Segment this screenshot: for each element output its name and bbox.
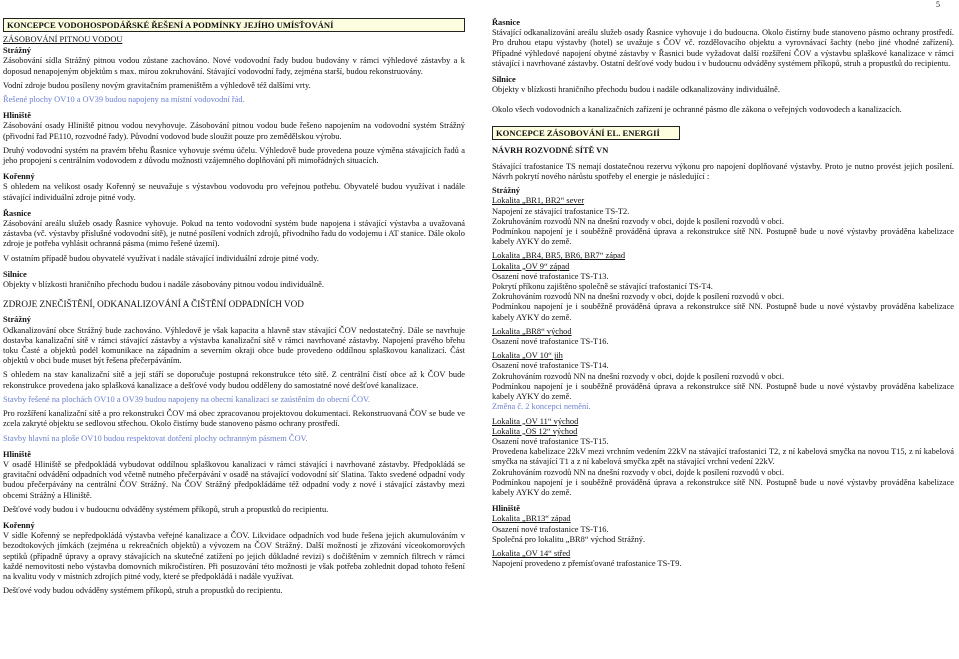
paragraph: Dešťové vody budou odváděny systémem příkopů, struh a propustků do recipientu. <box>3 586 283 596</box>
paragraph: Provedena kabelizace 22kV mezi vrchním vedením 22kV na stávající trafostanici T2, z ní kabelová smyčka na novou T15, z ní kabelová smyčka na stávající T1 a z ní kabelová smyčka zpět na stávající vrchní vedení 22kV. <box>492 447 954 467</box>
paragraph: Zásobování osady Hliniště pitnou vodou nevyhovuje. Zásobování pitnou vodou bude řešeno napojením na vodovodní systém Strážný (přivodní řad PE110, rozvodné řady). Původní vodovod bude sloužit pouze pro zemědělskou výrobu. <box>3 121 465 141</box>
paragraph: Podmínkou napojení je i souběžně prováděná úprava a rekonstrukce sítě NN. Postupně bude u nové výstavby prováděna kabelizace kabely AYKY do země. <box>492 477 954 497</box>
paragraph: V sídle Kořenný se nepředpokládá výstavba veřejné kanalizace a ČOV. Likvidace odpadních vod bude řešena jejich akumulováním v bezodtokových jímkách (zejména u rekreačních objektů) a vývozem na ČOV Strážný. Další možností je zřizování víceokomorových septiků (případně úpravy a opravy stávajících na skutečné zatížení po jejich důkladné revizi) s dočištěním v zemních filtrech v rámci každé nemovitosti nebo výstavba domovních mikročistíren. Při posuzování této možnosti je však potřeba zohlednit dopad tohoto řešení na kvalitu vody v místních zdrojích pitné vody, které se předpokládá i nadále využívat. <box>3 531 465 581</box>
text-line: Pokrytí příkonu zajištěno společně se stávající trafostanicí TS-T4. <box>492 282 713 292</box>
paragraph: S ohledem na velikost osady Kořenný se neuvažuje s výstavbou vodovodu pro veřejnou potřebu. Obyvatelé budou využívat i nadále stávající individuální zdroje pitné vody. <box>3 182 465 202</box>
paragraph: Podmínkou napojení je i souběžně prováděná úprava a rekonstrukce sítě NN. Postupně bude u nové výstavby prováděna kabelizace kabely AYKY do země. <box>492 381 954 402</box>
paragraph: Objekty v blízkosti hraničního přechodu budou i nadále zásobovány pitnou vodou individuálně. <box>3 280 324 290</box>
strazny-waste-heading: Strážný <box>3 315 31 325</box>
silnice-waste-heading: Silnice <box>492 75 516 85</box>
locality-heading: Lokalita „OV 9“ západ <box>492 261 570 271</box>
text-line: Společná pro lokalitu „BR8“ východ Strážný. <box>492 534 646 544</box>
paragraph: Zásobování areálu služeb osady Řasnice vyhovuje. Pokud na tento vodovodní systém bude napojena i stávající výstavba a uvažovaná zástavba (vč. výstavby příslušné vodovodní sítě), je nutné posílení vodních zdrojů, přivodního řadu do vodojemu i AT stanice. Dále okolo zdroje je potřeba vyhlásit ochranná pásma (mimo řešené území). <box>3 219 465 249</box>
paragraph: V osadě Hliniště se předpokládá vybudovat oddílnou splaškovou kanalizaci v rámci stávající i navrhované zástavby. Předpokládá se gravitační odvádění odpadních vod včetně nutného přečerpávání v osadě na stávající vodovodní síť Slatina. Takto svedené odpadní vody budou přečerpávány na centrální ČOV Strážný. Na ČOV Strážný předpokládáme též odpadní vody z nové i stávající zástavby mezi obcemi Strážný a Hliniště. <box>3 459 465 500</box>
strazny-energy-heading: Strážný <box>492 186 520 196</box>
locality-heading: Lokalita „BR8“ východ <box>492 326 572 336</box>
paragraph: Dešťové vody budou i v budoucnu odváděny systémem příkopů, struh a propustků do recipientu. <box>3 504 329 514</box>
protection-zone-note: Okolo všech vodovodních a kanalizačních zařízení je ochranné pásmo dle zákona o veřejných vodovodech a kanalizacích. <box>492 105 902 115</box>
locality-heading: Lokalita „OV 10“ jih <box>492 351 563 361</box>
paragraph: Vodní zdroje budou posíleny novým gravitačním prameništěm a výhledově též dalšími vrty. <box>3 80 311 90</box>
paragraph: Podmínkou napojení je i souběžně prováděná úprava a rekonstrukce sítě NN. Postupně bude u nové výstavby prováděna kabelizace kabely AYKY do země. <box>492 302 954 322</box>
text-line: Osazení nové trafostanice TS-T14. <box>492 361 609 371</box>
korenny-waste-heading: Kořenný <box>3 520 35 530</box>
paragraph: V ostatním případě budou obyvatelé využívat i nadále stávající individuální zdroje pitné vody. <box>3 253 319 263</box>
water-concept-box: KONCEPCE VODOHOSPODÁŘSKÉ ŘEŠENÍ A PODMÍNKY JEJÍHO UMÍSŤOVÁNÍ <box>3 18 465 32</box>
hliniste-waste-heading: Hliniště <box>3 449 31 459</box>
paragraph: Stávající trafostanice TS nemají dostatečnou rezervu výkonu pro napojení doplňované výstavby. Proto je nutno provést jejich posílení. Návrh pokrytí nového nárůstu spotřeby el energie je následující : <box>492 161 954 182</box>
paragraph: Druhý vodovodní systém na pravém břehu Řasnice vyhovuje svému účelu. Výhledově bude provedena pouze výměna stávajících řadů a jeho propojení s centrálním vodovodem z důvodu možnosti vzájemného doplňování při mimořádných situacích. <box>3 145 465 166</box>
text-line: Osazení nové trafostanice TS-T16. <box>492 524 609 534</box>
page-number: 5 <box>936 0 940 9</box>
silnice-water-heading: Silnice <box>3 269 27 279</box>
waste-heading: ZDROJE ZNEČIŠTĚNÍ, ODKANALIZOVÁNÍ A ČIŠTĚNÍ ODPADNÍCH VOD <box>3 299 304 310</box>
network-heading: NÁVRH ROZVODNÉ SÍTĚ VN <box>492 145 609 155</box>
locality-heading: Lokalita „OV 11“ východ <box>492 416 579 426</box>
paragraph: S ohledem na stav kanalizační sítě a její stáří se doporučuje postupná rekonstrukce této sítě. Z centrální čistí obce až k ČOV bude rekonstrukce provedena jako splašková kanalizace a dešťové vody budou odděleny do samostatné nové dešťové kanalizace. <box>3 370 465 390</box>
paragraph-highlight: Řešené plochy OV10 a OV39 budou napojeny na místní vodovodní řád. <box>3 95 245 105</box>
paragraph: Zásobování sídla Strážný pitnou vodou zůstane zachováno. Nové vodovodní řady budou budovány v rámci výhledové zástavby a k doposud nenapojeným objektům s max. mírou zokruhování. Stávající vodovodní řady, zejména starší, budou rekonstruovány. <box>3 56 465 76</box>
locality-heading: Lokalita „OS 12“ východ <box>492 426 578 436</box>
water-heading: ZÁSOBOVÁNÍ PITNOU VODOU <box>3 35 123 44</box>
text-line: Osazení nové trafostanice TS-T16. <box>492 337 609 347</box>
text-line: Osazení nové trafostanice TS-T13. <box>492 271 609 281</box>
paragraph: Odkanalizování obce Strážný bude zachováno. Výhledově je však kapacita a hlavně stav stávající ČOV nedostatečný. Dále se navrhuje dostavba kanalizační sítě v rámci stávající zástavby a výstavba kanalizační sítě v rámci navrhované zástavby. Napojení pravého břehu toku Časté a objektů podél komunikace na západním a severním okraji obce bude provedeno oddílnou splaškovou kanalizací. Část objektů v obci bude muset být řešena přečerpáváním. <box>3 325 465 366</box>
paragraph-highlight: Stavby řešené na plochách OV10 a OV39 budou napojeny na obecní kanalizaci se zaústěním do obecní ČOV. <box>3 394 371 404</box>
korenny-water-heading: Kořenný <box>3 172 35 182</box>
locality-heading: Lokalita „BR1, BR2“ sever <box>492 196 585 206</box>
right-column <box>492 18 954 569</box>
energy-concept-box: KONCEPCE ZÁSOBOVÁNÍ EL. ENERGIÍ <box>492 126 680 140</box>
paragraph: Stávající odkanalizování areálu služeb osady Řasnice vyhovuje i do budoucna. Okolo čistírny bude stanoveno pásmo ochrany prostředí. Pro druhou etapu výstavby (hotel) se uvažuje s ČOV vč. rozdělovacího objektu a vyrovnávací šachty (nebo jiné vhodné zařízení). Případné výhledové napojení obytné zástavby v Řasnici bude vyžadovat další rozšíření ČOV a výstavbu splaškové kanalizace v rámci stávající i navrhované zástavby. Ostatní dešťové vody budou i v budoucnu odváděny systémem příkopů, struh a propustků do recipientu. <box>492 28 954 68</box>
text-line: Zokruhováním rozvodů NN na dnešní rozvody v obci, dojde k posílení rozvodů v obci. <box>492 371 784 381</box>
left-column <box>3 18 465 600</box>
paragraph-highlight: Stavby hlavní na ploše OV10 budou respektovat dotčení plochy ochranným pásmem ČOV. <box>3 433 308 443</box>
locality-heading: Lokalita „OV 14“ střed <box>492 548 571 558</box>
text-line: Zokruhováním rozvodů NN na dnešní rozvody v obci, dojde k posílení rozvodů v obci. <box>492 292 784 302</box>
paragraph: Pro rozšíření kanalizační sítě a pro rekonstrukci ČOV má obec zpracovanou projektovou dokumentaci. Rekonstruovaná ČOV se bude ve zcela zakryté objektu se sedlovou střechou. Okolo čistírny bude stanoveno pásmo ochrany prostředí. <box>3 409 465 429</box>
text-line: Zokruhováním rozvodů NN na dnešní rozvody v obci, dojde k posílení rozvodů v obci. <box>492 467 784 477</box>
rasnice-waste-heading: Řasnice <box>492 18 520 27</box>
locality-heading: Lokalita „BR13“ západ <box>492 514 571 524</box>
paragraph: Podmínkou napojení je i souběžně prováděná úprava a rekonstrukce sítě NN. Postupně bude u nové výstavby prováděna kabelizace kabely AYKY do země. <box>492 227 954 247</box>
text-line: Zokruhováním rozvodů NN na dnešní rozvody v obci, dojde k posílení rozvodů v obci. <box>492 216 784 226</box>
paragraph: Objekty v blízkosti hraničního přechodu budou i nadále odkanalizovány individuálně. <box>492 85 780 95</box>
text-line: Napojení ze stávající trafostanice TS-T2. <box>492 206 630 216</box>
locality-heading: Lokalita „BR4, BR5, BR6, BR7“ západ <box>492 251 626 261</box>
paragraph-highlight: Změna č. 2 koncepci nemění. <box>492 402 591 412</box>
rasnice-water-heading: Řasnice <box>3 208 31 218</box>
text-line: Osazení nové trafostanice TS-T15. <box>492 436 609 446</box>
strazny-water-heading: Strážný <box>3 46 31 56</box>
hliniste-energy-heading: Hliniště <box>492 504 520 514</box>
hliniste-water-heading: Hliniště <box>3 111 31 121</box>
text-line: Napojení provedeno z přemísťované trafostanice TS-T9. <box>492 559 682 569</box>
